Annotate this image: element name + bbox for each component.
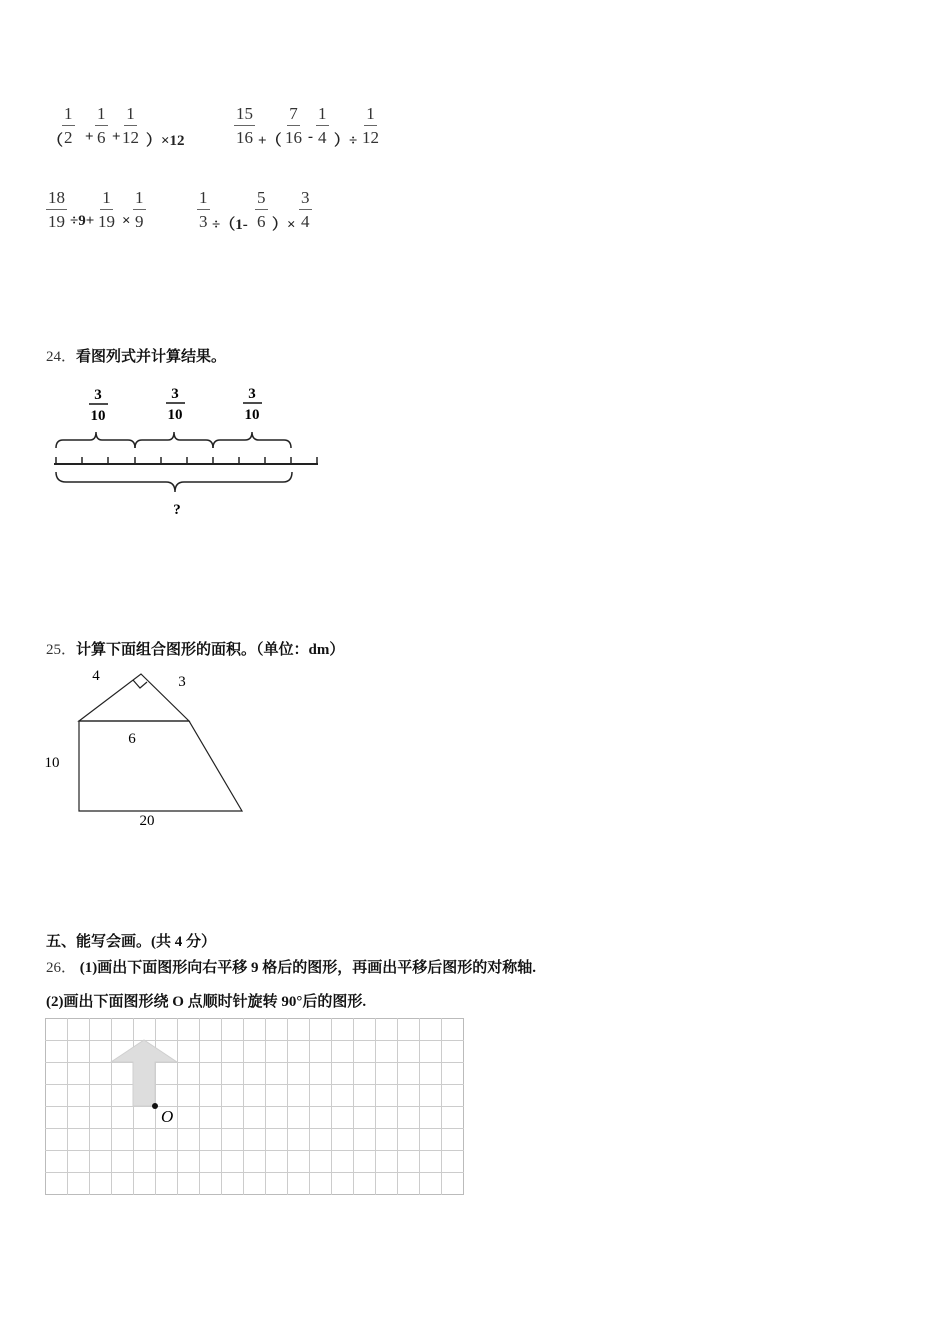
expr1-op-plus-1: + [85, 129, 94, 145]
question-mark: ? [173, 502, 181, 518]
question-24-text: 看图列式并计算结果。 [76, 349, 227, 365]
question-26-number: 26． [46, 960, 77, 976]
expr1-op-close: ）×12 [146, 133, 185, 149]
svg-text:10: 10 [244, 407, 260, 423]
expr1-frac-1: $\frac{1}{2}$ [64, 104, 73, 147]
question-26-part-2: (2)画出下面图形绕 O 点顺时针旋转 90°后的图形. [46, 994, 367, 1010]
expr2-op-3: ）÷ [334, 133, 358, 149]
svg-text:3: 3 [248, 386, 256, 402]
section-5-title: 五、能写会画。(共 4 分） [46, 934, 216, 950]
expr2-frac-4: $\frac{1}{12}$ [362, 104, 379, 147]
expr4-frac-1: $\frac{1}{3}$ [199, 188, 208, 231]
expr1-frac-3: $\frac{1}{12}$ [122, 104, 139, 147]
svg-text:3: 3 [94, 387, 102, 403]
expr2-op-2: - [308, 129, 313, 145]
svg-text:10: 10 [167, 407, 183, 423]
expr2-op-1: +（ [258, 133, 282, 149]
question-26-text-1: (1)画出下面图形向右平移 9 格后的图形，再画出平移后图形的对称轴. [76, 960, 537, 976]
expr4-frac-3: $\frac{3}{4}$ [301, 188, 310, 231]
question-24-number: 24． [46, 349, 77, 365]
svg-text:3: 3 [171, 386, 179, 402]
question-25-number: 25． [46, 642, 77, 658]
expr1-op-plus-2: + [112, 129, 121, 145]
label-left-leg: 4 [92, 668, 100, 684]
expr3-op-2: × [122, 213, 131, 229]
expr2-frac-2: $\frac{7}{16}$ [285, 104, 302, 147]
expr3-op-1: ÷9+ [70, 213, 95, 229]
label-bottom: 20 [139, 813, 155, 829]
expr1-op-open: （ [48, 133, 64, 149]
label-right-leg: 3 [178, 674, 186, 690]
point-o-label: O [161, 1107, 174, 1126]
grid-lines [45, 1018, 464, 1195]
label-height: 10 [44, 755, 60, 771]
point-o [152, 1103, 158, 1109]
drawing-grid [0, 0, 480, 1210]
label-top-base: 6 [128, 731, 136, 747]
expr4-op-1: ÷（1- [212, 217, 248, 233]
question-25-text: 计算下面组合图形的面积。（单位：dm） [76, 642, 345, 658]
expr4-frac-2: $\frac{5}{6}$ [257, 188, 266, 231]
expr3-frac-1: $\frac{18}{19}$ [48, 188, 65, 231]
expr2-frac-3: $\frac{1}{4}$ [318, 104, 327, 147]
expr3-frac-3: $\frac{1}{9}$ [135, 188, 144, 231]
svg-text:10: 10 [90, 408, 106, 424]
expr3-frac-2: $\frac{1}{19}$ [98, 188, 115, 231]
arrow-shape [111, 1040, 177, 1106]
expr2-frac-1: $\frac{15}{16}$ [236, 104, 253, 147]
expr1-frac-2: $\frac{1}{6}$ [97, 104, 106, 147]
expr4-op-2: ）× [272, 217, 296, 233]
